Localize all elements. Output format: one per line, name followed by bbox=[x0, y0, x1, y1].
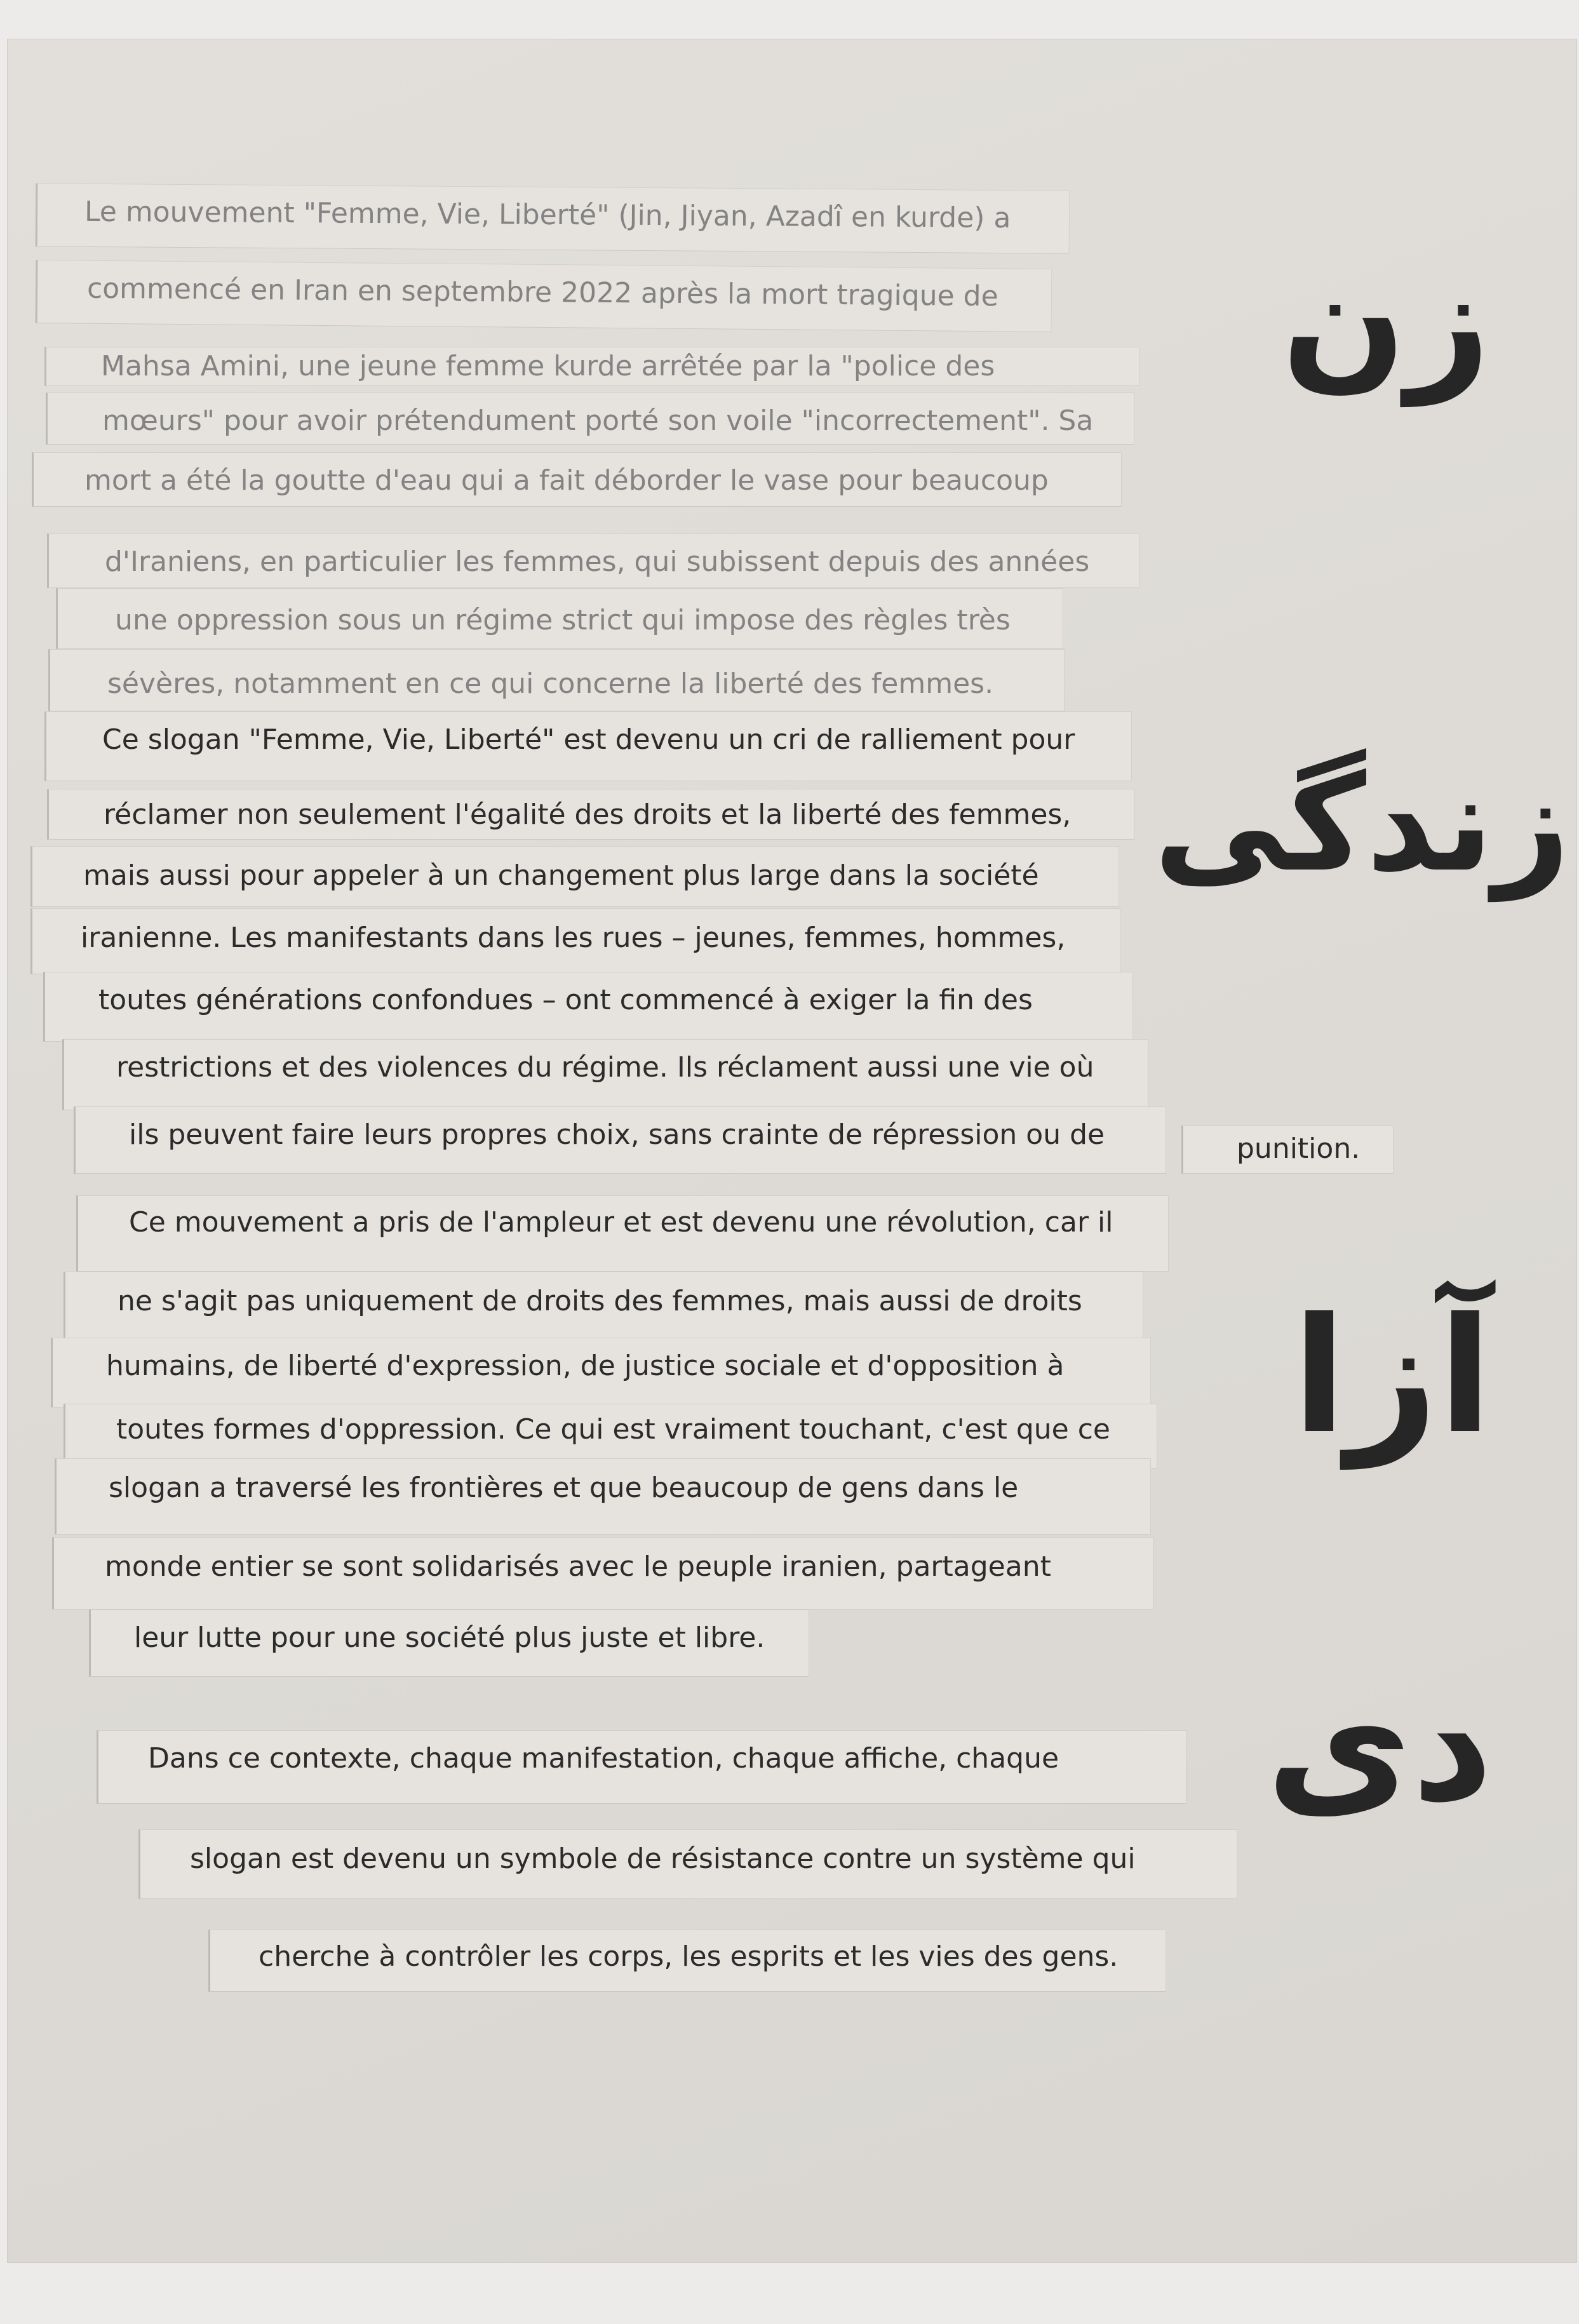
text-strip: humains, de liberté d'expression, de justice sociale et d'opposition à bbox=[51, 1338, 1151, 1407]
text-strip: mort a été la goutte d'eau qui a fait déborder le vase pour beaucoup bbox=[32, 452, 1122, 507]
text-strip: ne s'agit pas uniquement de droits des femmes, mais aussi de droits bbox=[64, 1272, 1143, 1347]
farsi-word-aza: آزا bbox=[1292, 1284, 1493, 1468]
text-strip: Mahsa Amini, une jeune femme kurde arrêtée par la "police des bbox=[44, 347, 1139, 386]
farsi-word-zendegi: زندگی bbox=[1153, 746, 1570, 901]
text-strip: Ce mouvement a pris de l'ampleur et est devenu une révolution, car il bbox=[76, 1195, 1169, 1272]
farsi-word-di: دی bbox=[1266, 1652, 1493, 1837]
text-strip: Dans ce contexte, chaque manifestation, chaque affiche, chaque bbox=[97, 1730, 1186, 1804]
text-strip: ils peuvent faire leurs propres choix, sans crainte de répression ou de bbox=[74, 1106, 1166, 1174]
text-strip: mœurs" pour avoir prétendument porté son voile "incorrectement". Sa bbox=[46, 393, 1134, 445]
text-strip: une oppression sous un régime strict qui impose des règles très bbox=[56, 588, 1063, 649]
farsi-word-zan: زن bbox=[1281, 237, 1491, 406]
text-strip: sévères, notamment en ce qui concerne la liberté des femmes. bbox=[48, 649, 1065, 711]
text-strip: slogan a traversé les frontières et que beaucoup de gens dans le bbox=[55, 1458, 1151, 1535]
text-strip: Le mouvement "Femme, Vie, Liberté" (Jin, Jiyan, Azadî en kurde) a bbox=[36, 183, 1070, 253]
text-strip: d'Iraniens, en particulier les femmes, qui subissent depuis des années bbox=[47, 534, 1139, 588]
text-strip: leur lutte pour une société plus juste et libre. bbox=[89, 1609, 809, 1677]
text-strip: slogan est devenu un symbole de résistance contre un système qui bbox=[138, 1829, 1237, 1899]
text-strip: réclamer non seulement l'égalité des droits et la liberté des femmes, bbox=[47, 789, 1134, 840]
text-strip: punition. bbox=[1181, 1125, 1394, 1174]
text-strip: monde entier se sont solidarisés avec le peuple iranien, partageant bbox=[52, 1537, 1153, 1609]
text-strip: Ce slogan "Femme, Vie, Liberté" est devenu un cri de ralliement pour bbox=[44, 711, 1132, 781]
text-strip: toutes générations confondues – ont commencé à exiger la fin des bbox=[43, 972, 1133, 1042]
text-strip: commencé en Iran en septembre 2022 après la mort tragique de bbox=[36, 260, 1052, 332]
text-strip: cherche à contrôler les corps, les esprits et les vies des gens. bbox=[208, 1930, 1166, 1992]
text-strip: mais aussi pour appeler à un changement plus large dans la société bbox=[30, 846, 1119, 907]
paper-sheet bbox=[8, 39, 1576, 2262]
text-strip: toutes formes d'oppression. Ce qui est vraiment touchant, c'est que ce bbox=[64, 1404, 1157, 1468]
text-strip: restrictions et des violences du régime. Ils réclament aussi une vie où bbox=[62, 1039, 1148, 1110]
text-strip: iranienne. Les manifestants dans les rues – jeunes, femmes, hommes, bbox=[30, 908, 1120, 974]
